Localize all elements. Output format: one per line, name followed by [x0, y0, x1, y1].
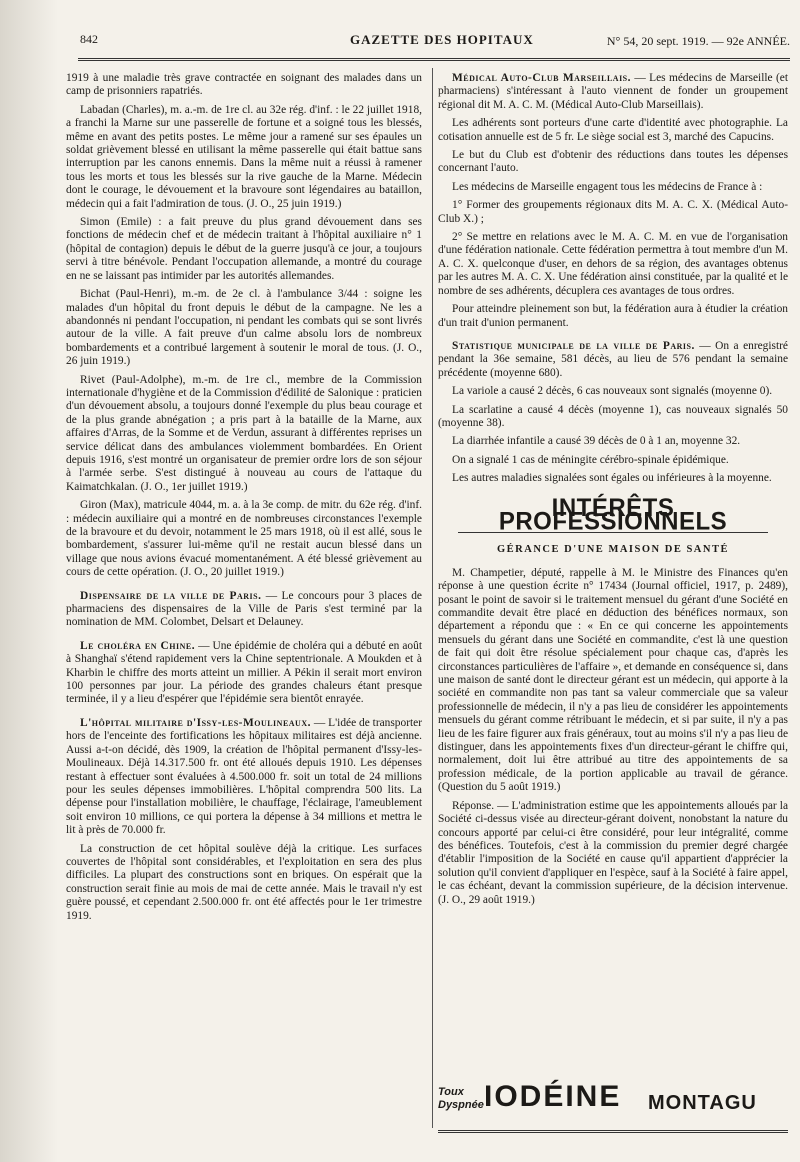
news-item-text: — Le concours pour 3 places de pharmaciens des dispensaires de la Ville de Paris s'est terminé par la nomination de MM. Colombet, Delsart et Delauney. — [66, 589, 422, 629]
left-column — [66, 72, 422, 928]
paragraph: On a signalé 1 cas de méningite cérébro-spinale épidémique. — [452, 453, 729, 466]
journal-title: GAZETTE DES HOPITAUX — [350, 32, 534, 47]
ad-brand-secondary: MONTAGU — [648, 1092, 757, 1114]
paragraph: Giron (Max), matricule 4044, m. a. à la 3e comp. de mitr. du 62e rég. d'inf. : médecin auxiliaire qui a montré en de nombreuses circonstances l'exemple de la bravoure et du devoir, notamment le 25 mars 1918, où il est allé, sous le bombardement, s'assurer lui-même qu'il ne restait aucun blessé dans un village que nous avions évacué momentanément. A été blessé grièvement au cours de cette opération. (J. O., 20 juillet 1919.) — [66, 499, 422, 579]
news-item-title: Le choléra en Chine. — [80, 639, 196, 652]
sub-heading: GÉRANCE D'UNE MAISON DE SANTÉ — [497, 544, 729, 556]
paragraph: Les médecins de Marseille engagent tous les médecins de France à : — [452, 180, 763, 193]
paragraph: 1° Former des groupements régionaux dits M. A. C. X. (Médical Auto-Club X.) ; — [438, 199, 788, 225]
paragraph: Pour atteindre pleinement son but, la fédération aura à étudier la création d'un trait d'union permanent. — [438, 303, 788, 329]
page-number: 842 — [80, 32, 98, 46]
binding-shadow — [0, 0, 58, 1162]
advertisement — [438, 1080, 788, 1128]
paragraph: Simon (Emile) : a fait preuve du plus grand dévouement dans ses fonctions de médecin chef et de médecin traitant à l'hôpital auxiliaire n° 1 (hôpital de contagion) depuis le début de la guerre jusqu'à ce jour, a toujours servi à titre bénévole. Pendant l'occupation allemande, a montré du courage en ne se laissant pas intimider par les autorités allemandes. — [66, 216, 422, 282]
ad-side-line: Toux — [438, 1086, 464, 1098]
right-column — [438, 72, 788, 912]
paragraph: La diarrhée infantile a causé 39 décès de 0 à 1 an, moyenne 32. — [452, 435, 741, 448]
news-item-title: Médical Auto-Club Marseillais. — [452, 72, 631, 84]
paragraph: Les adhérents sont porteurs d'une carte d'identité avec photographie. La cotisation annuelle est de 5 fr. Le siège social est 3, marché des Capucins. — [438, 117, 788, 143]
paragraph: Réponse. — L'administration estime que les appointements alloués par la Société ci-dessus visée au directeur-gérant doivent, nonobstant la nature du concours apporté par celui-ci être considéré, pour leur intégralité, comme des bénéfices. Toutefois, c'est à la commission du premier degré chargée d'établir l'imposition de la Société en cause qu'il appartient d'apprécier la solution qu'il convient d'appliquer en l'espèce, sauf à la Société à faire appel, le cas échéant, devant la commission supérieure, de la décision intervenue. (J. O., 29 août 1919.) — [438, 799, 788, 906]
issue-info: N° 54, 20 sept. 1919. — 92e ANNÉE. — [606, 34, 790, 48]
news-item-title: Dispensaire de la ville de Paris. — [80, 589, 262, 602]
paragraph: La construction de cet hôpital soulève déjà la critique. Les surfaces couvertes de l'hôpital sont considérables, et l'exploitation en sera des plus difficiles. La plupart des constructions sont en briques. On espérait que la construction serait finie au mois de mai de cette année. Mais le travail n'y est guère poussé, et cependant 2.500.000 fr. ont été affectés pour le 1er trimestre 1919. — [66, 842, 422, 922]
news-item — [66, 640, 422, 707]
news-item-text: — Les médecins de Marseille (et pharmaciens) s'intéressant à l'auto viennent de fonder un groupement régional dit M. A. C. M. (Médical Auto-Club Marseillais). — [438, 72, 788, 111]
paragraph: La scarlatine a causé 4 décès (moyenne 1), cas nouveaux signalés 50 (moyenne 38). — [438, 403, 788, 429]
news-item — [438, 340, 788, 380]
news-item-text: — L'idée de transporter hors de l'enceinte des fortifications les hôpitaux militaires est déjà ancienne. Aussi a-t-on décidé, dès 1909, la création de l'hôpital permanent d'Issy-les-Moulineaux. Déjà 14.317.500 fr. ont été alloués depuis 1910. Les dépenses restant à effectuer sont évaluées à 4.500.000 fr. soit un total de 24 millions pour les seules dépenses immobilières. L'hôpital comprendra 500 lits. La dépense pour l'installation mobilière, le chauffage, l'éclairage, l'ameublement soit environ 10 millions, ce qui portera la dépense à 34 millions et mettra le lit à près de 70.000 fr. — [66, 716, 422, 837]
ad-side-line: Dyspnée — [438, 1099, 484, 1111]
paragraph: 2° Se mettre en relations avec le M. A. C. M. en vue de l'organisation d'une fédération nationale. Cette fédération permettra à tout membre d'un M. A. C. X. quelconque d'user, en dehors de sa région, des avantages obtenus par les autres M. A. C. X. Une fédération ainsi constituée, par la qualité et le nombre de ses adhérents, décuplera ces avantages de tous ordres. — [438, 231, 788, 297]
paragraph: Les autres maladies signalées sont égales ou inférieures à la moyenne. — [452, 472, 772, 485]
news-item — [66, 717, 422, 838]
paragraph: 1919 à une maladie très grave contractée en soignant des malades dans un camp de prisonniers rapatriés. — [66, 72, 422, 98]
header-rule — [78, 58, 790, 61]
news-item-title: L'hôpital militaire d'Issy-les-Moulineaux. — [80, 716, 311, 729]
paragraph: Labadan (Charles), m. a.-m. de 1re cl. au 32e rég. d'inf. : le 22 juillet 1918, a franchi la Marne sur une passerelle de fortune et a soigné tous les blessés, même en avant des petits postes. Le même jour a ramené sur ses épaules un soldat grièvement blessé en utilisant la même passerelle qui était battue sans interruption par les canons ennemis. Dans la même nuit a réussi à ramener tous les morts et tous les blessés sur la rive gauche de la Marne. Médecin dont le courage, le dévouement et la bravoure sont légendaires au bataillon, médecin qui a fait l'admiration de tous. (J. O., 25 juin 1919.) — [66, 103, 422, 210]
ad-rule — [438, 1130, 788, 1133]
section-heading: INTÉRÊTS PROFESSIONNELS — [498, 493, 728, 536]
paragraph: Bichat (Paul-Henri), m.-m. de 2e cl. à l'ambulance 3/44 : soigne les malades d'un hôpital du front depuis le début de la campagne. Ne les a abandonnés ni pendant l'occupation, ni pendant les combats qui se sont livrés autour de la ville. A fait preuve d'un calme absolu lors de nombreux bombardements et a contribué largement à soutenir le moral de tous. (J. O., 26 juin 1919.) — [66, 288, 422, 368]
paragraph: M. Champetier, député, rappelle à M. le Ministre des Finances qu'en réponse à une question écrite n° 17434 (Journal officiel, 1917, p. 2489), posant le point de savoir si le traitement mensuel du gérant d'une Société en commandite devait être placé en déduction des bénéfices normaux, son département a répondu que : « En ce qui concerne les appointements mensuels du gérant dans une Société en commandite, c'est là une question de fait qui doit être résolue spécialement pour chaque cas, d'après les circonstances particulières de l'affaire », et demande en conséquence si, dans une maison de santé dont le directeur gérant est un médecin, qui apporte à la société en commandite non pas tant sa valeur commerciale que sa valeur professionnelle de médecin, il n'y a pas lieu de considérer les appointements mensuels du gérant comme rétribuant le médecin, et si par suite, il n'y a pas lieu de les faire figurer aux frais généraux, tout au moins s'il n'y a pas lieu de distinguer, dans les appointements fixes d'un directeur-gérant le chiffre qui, normalement, doit lui être attribué au titre des appointements de sa profession médicale, de la portion applicable au travail de gérance. (Question du 5 août 1919.) — [438, 566, 788, 794]
news-item-text: — On a enregistré pendant la 36e semaine, 581 décès, au lieu de 576 pendant la semaine précédente (moyenne 680). — [438, 339, 788, 379]
column-divider — [432, 68, 433, 1128]
ad-side-text — [438, 1086, 484, 1112]
news-item-text: — Une épidémie de choléra qui a débuté en août à Shanghaï s'étend rapidement vers la Chine septentrionale. A Moukden et à Kharbin le chiffre des morts atteint un millier. A Pékin il serait mort environ 100 personnes par jour. La période des grandes chaleurs étant presque terminée, il y a lieu d'espérer que l'épidémie sera bientôt enrayée. — [66, 639, 422, 706]
page-header — [70, 28, 790, 58]
paragraph: Le but du Club est d'obtenir des réductions dans toutes les dépenses concernant l'auto. — [438, 149, 788, 175]
news-item-title: Statistique municipale de la ville de Paris. — [452, 339, 695, 352]
news-item — [66, 590, 422, 630]
ad-brand: IODÉINE — [484, 1080, 622, 1113]
paragraph: Rivet (Paul-Adolphe), m.-m. de 1re cl., membre de la Commission internationale d'hygiène et de la Commission d'édilité de Salonique : praticien d'un dévouement absolu, a toujours donné l'exemple du plus beau courage et de la plus grande abnégation ; a pris part à la bataille de la Marne, aux affaires d'Arras, de la Somme et de Verdun, assurant à différentes reprises un service délicat dans des ambulances violemment bombardées. En Orient depuis 1916, s'est montré un organisateur de premier ordre lors de son séjour à l'armée serbe. S'est distingué à nouveau au cours de l'attaque du Kaimatchkalan. (J. O., 1er juillet 1919.) — [66, 373, 422, 493]
news-item — [438, 72, 788, 112]
paragraph: La variole a causé 2 décès, 6 cas nouveaux sont signalés (moyenne 0). — [452, 385, 773, 398]
